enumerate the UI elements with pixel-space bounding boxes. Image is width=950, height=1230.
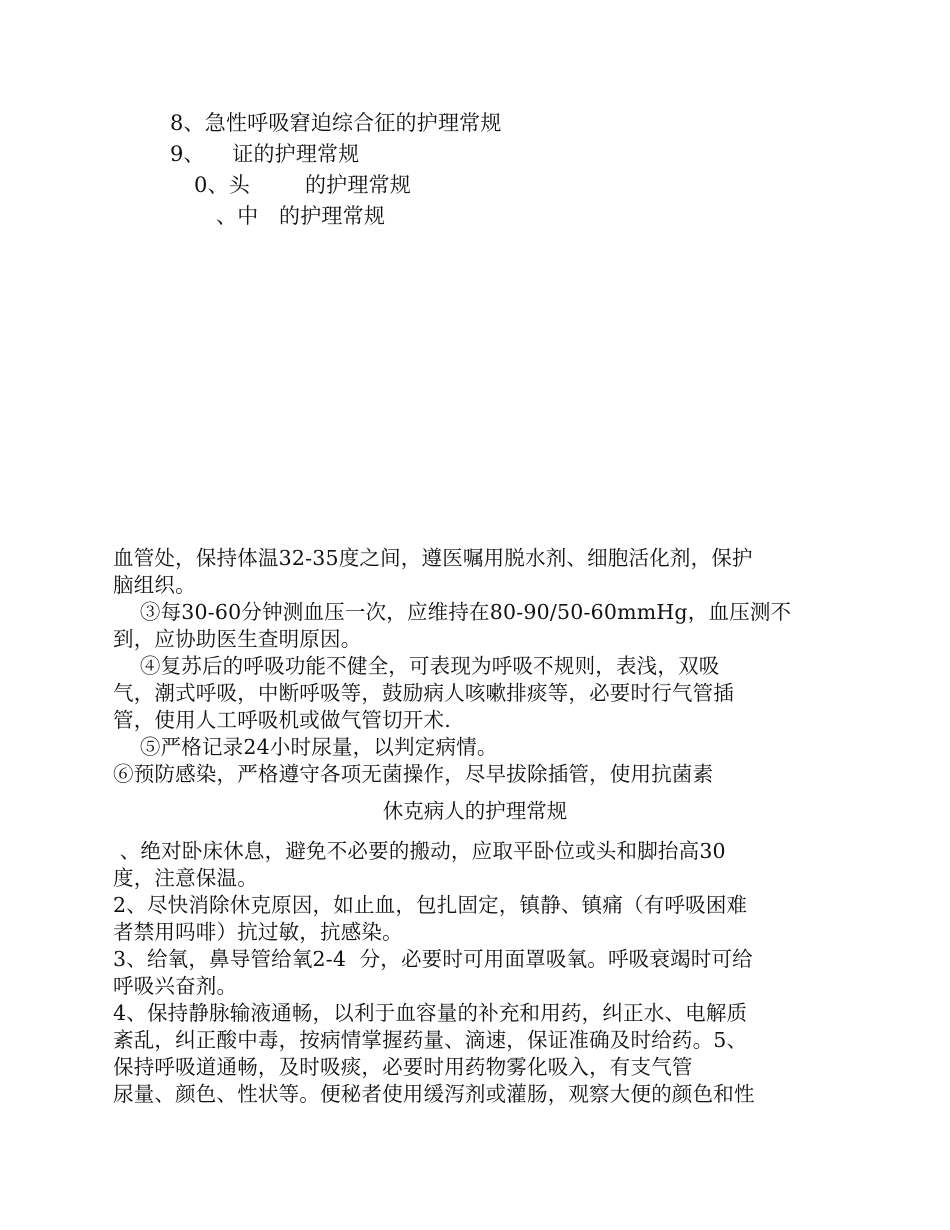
- section-heading: 休克病人的护理常规: [382, 799, 568, 823]
- paragraph-line: ④复苏后的呼吸功能不健全，可表现为呼吸不规则，表浅，双吸: [113, 654, 720, 678]
- paragraph-line: 呼吸兴奋剂。: [113, 974, 238, 998]
- paragraph-line: 保持呼吸道通畅，及时吸痰，必要时用药物雾化吸入，有支气管: [113, 1055, 693, 1079]
- paragraph-line: 管，使用人工呼吸机或做气管切开术.: [113, 708, 451, 732]
- paragraph-line: 度，注意保温。: [113, 866, 258, 890]
- paragraph-line: ⑥预防感染，严格遵守各项无菌操作，尽早拔除插管，使用抗菌素: [113, 762, 714, 786]
- paragraph-line: 尿量、颜色、性状等。便秘者使用缓泻剂或灌肠，观察大便的颜色和性: [113, 1082, 755, 1106]
- toc-item: 0、头 的护理常规: [194, 173, 411, 197]
- paragraph-line: 气，潮式呼吸，中断呼吸等，鼓励病人咳嗽排痰等，必要时行气管插: [113, 681, 734, 705]
- paragraph-line: 2、尽快消除休克原因，如止血，包扎固定，镇静、镇痛（有呼吸困难: [113, 893, 748, 917]
- paragraph-line: ③每30-60分钟测血压一次，应维持在80-90/50-60mmHg，血压测不: [113, 600, 792, 624]
- paragraph-line: 脑组织。: [113, 573, 196, 597]
- toc-item: 9、 证的护理常规: [170, 142, 360, 166]
- paragraph-line: 、绝对卧床休息，避免不必要的搬动，应取平卧位或头和脚抬高30: [113, 839, 726, 863]
- paragraph-line: ⑤严格记录24小时尿量，以判定病情。: [113, 735, 498, 759]
- paragraph-line: 4、保持静脉输液通畅，以利于血容量的补充和用药，纠正水、电解质: [113, 1001, 748, 1025]
- toc-item: 、中 的护理常规: [216, 204, 386, 228]
- paragraph-line: 3、给氧，鼻导管给氧2-4 分，必要时可用面罩吸氧。呼吸衰竭时可给: [113, 947, 753, 971]
- paragraph-line: 者禁用吗啡）抗过敏，抗感染。: [113, 920, 403, 944]
- paragraph-line: 紊乱，纠正酸中毒，按病情掌握药量、滴速，保证准确及时给药。5、: [113, 1028, 748, 1052]
- toc-item: 8、急性呼吸窘迫综合征的护理常规: [170, 111, 502, 135]
- paragraph-line: 血管处，保持体温32-35度之间，遵医嘱用脱水剂、细胞活化剂，保护: [113, 546, 753, 570]
- paragraph-line: 到，应协助医生查明原因。: [113, 627, 362, 651]
